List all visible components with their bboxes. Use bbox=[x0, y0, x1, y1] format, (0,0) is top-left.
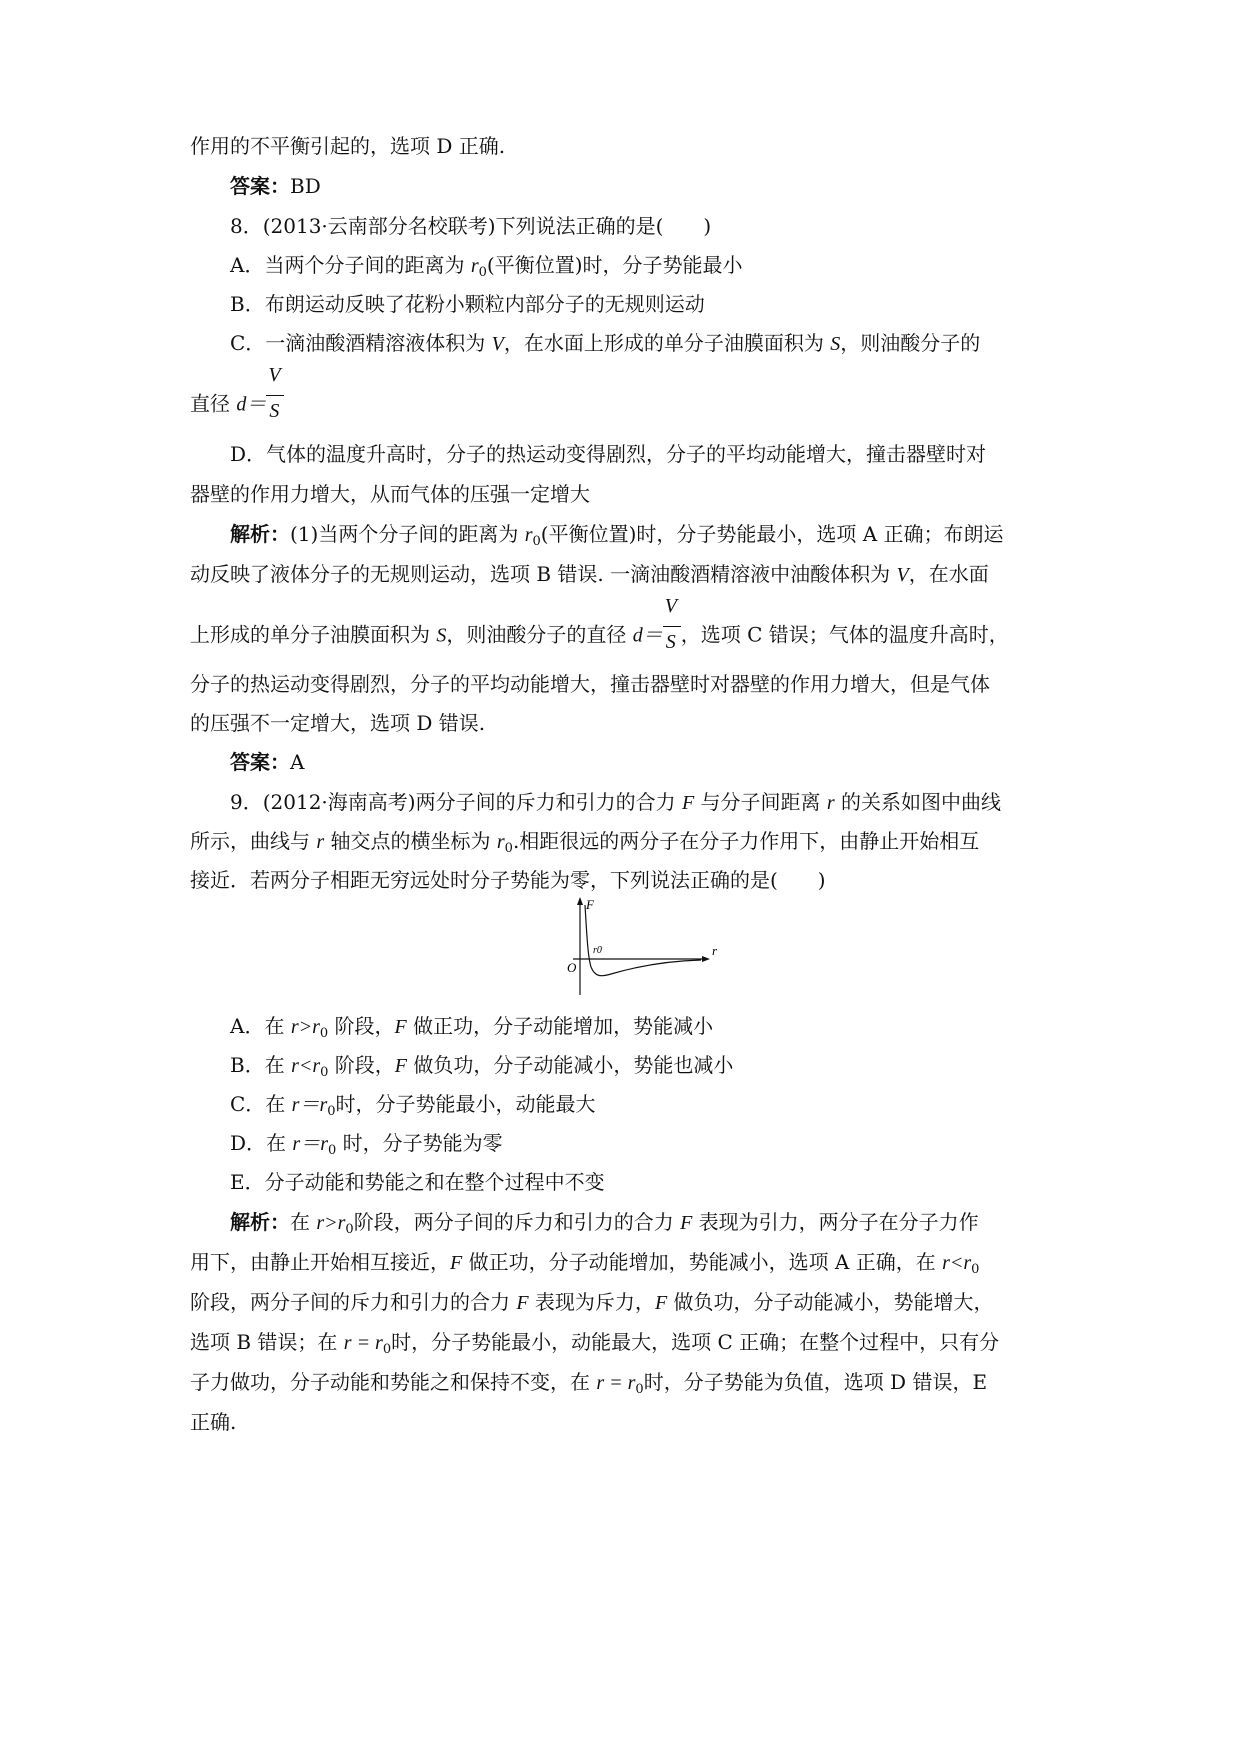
fraction-v-over-s bbox=[663, 595, 681, 658]
text: (1)当两个分子间的距离为 bbox=[290, 522, 525, 546]
q9-option-b bbox=[230, 1051, 733, 1080]
var-r: r bbox=[496, 831, 505, 853]
text: 阶段，两分子间的斥力和引力的合力 bbox=[190, 1290, 517, 1314]
var-f: F bbox=[394, 1016, 407, 1038]
q9-stem-line2 bbox=[190, 827, 979, 856]
q8-analysis-line4: 分子的热运动变得剧烈，分子的平均动能增大，撞击器壁时对器壁的作用力增大，但是气体 bbox=[190, 672, 990, 696]
text: 时，分子势能为负值，选项 D 错误，E bbox=[643, 1370, 988, 1394]
q8-analysis-line2 bbox=[190, 560, 989, 589]
sub-0: 0 bbox=[635, 1382, 644, 1397]
prev-answer bbox=[230, 172, 321, 200]
sub-0: 0 bbox=[345, 1222, 354, 1237]
q8-analysis-line5: 的压强不一定增大，选项 D 错误. bbox=[190, 711, 486, 735]
text: 直径 bbox=[190, 391, 237, 416]
q8-option-b: B．布朗运动反映了花粉小颗粒内部分子的无规则运动 bbox=[230, 292, 705, 316]
var-r: r bbox=[524, 524, 533, 546]
var-f: F bbox=[394, 1055, 407, 1077]
q9-option-d bbox=[230, 1129, 503, 1158]
var-r-eq-r0: r = r bbox=[343, 1332, 383, 1354]
sub-0: 0 bbox=[504, 841, 513, 856]
text: A．在 bbox=[230, 1014, 291, 1038]
text: C．一滴油酸酒精溶液体积为 bbox=[230, 331, 492, 355]
text: 阶段，两分子间的斥力和引力的合力 bbox=[353, 1210, 681, 1234]
text: D．在 bbox=[230, 1131, 293, 1155]
q8-analysis-line1 bbox=[230, 520, 1004, 549]
text: 与分子间距离 bbox=[694, 790, 827, 814]
text: .相距很远的两分子在分子力作用下，由静止开始相互 bbox=[512, 829, 980, 853]
text: 表现为引力，两分子在分子力作 bbox=[692, 1210, 979, 1234]
text: 9．(2012·海南高考)两分子间的斥力和引力的合力 bbox=[230, 790, 682, 814]
q9-option-e: E．分子动能和势能之和在整个过程中不变 bbox=[230, 1170, 605, 1194]
force-curve bbox=[585, 905, 701, 976]
text: 做正功，分子动能增加，势能减小，选项 A 正确，在 bbox=[462, 1250, 943, 1274]
text: 阶段， bbox=[328, 1053, 395, 1077]
text: ，则油酸分子的直径 bbox=[446, 622, 633, 647]
text: 时，分子势能最小，动能最大 bbox=[335, 1092, 596, 1116]
var-s: S bbox=[436, 624, 447, 647]
var-f: F bbox=[450, 1252, 463, 1274]
sub-0: 0 bbox=[382, 1342, 392, 1357]
fraction-bar bbox=[663, 626, 681, 627]
answer-value: A bbox=[290, 750, 305, 774]
var-r-gt-r0: r>r bbox=[290, 1016, 320, 1038]
text: 表现为斥力， bbox=[528, 1290, 655, 1314]
text: 动反映了液体分子的无规则运动，选项 B 错误. 一滴油酸酒精溶液中油酸体积为 bbox=[190, 562, 897, 586]
var-r: r bbox=[470, 255, 479, 277]
var-r-eq-r0: r＝r bbox=[292, 1133, 328, 1155]
sub-0: 0 bbox=[319, 1026, 329, 1041]
fraction-v-over-s bbox=[266, 364, 284, 427]
y-axis-arrow bbox=[577, 897, 583, 905]
q8-option-c-line2 bbox=[190, 364, 284, 427]
text: 时，分子势能为零 bbox=[336, 1131, 503, 1155]
text: (平衡位置)时，分子势能最小 bbox=[486, 253, 743, 277]
analysis-label: 解析： bbox=[230, 1210, 290, 1234]
text: 用下，由静止开始相互接近， bbox=[190, 1250, 450, 1274]
text: (平衡位置)时，分子势能最小，选项 A 正确；布朗运 bbox=[540, 522, 1004, 546]
formula-d: d＝ bbox=[632, 624, 663, 647]
x-axis-arrow bbox=[702, 956, 710, 962]
answer-label: 答案： bbox=[230, 174, 290, 198]
q9-analysis-line3 bbox=[190, 1288, 994, 1317]
sub-0: 0 bbox=[478, 265, 487, 280]
text: 时，分子势能最小，动能最大，选项 C 正确；在整个过程中，只有分 bbox=[391, 1330, 1000, 1354]
force-distance-figure bbox=[555, 895, 725, 1005]
denominator: S bbox=[665, 631, 676, 653]
text: B．在 bbox=[230, 1053, 292, 1077]
text: C．在 bbox=[230, 1092, 292, 1116]
sub-0: 0 bbox=[971, 1262, 980, 1277]
q8-option-c-line1 bbox=[230, 329, 980, 358]
var-f: F bbox=[654, 1292, 668, 1314]
q9-analysis-line6: 正确. bbox=[190, 1410, 237, 1434]
q9-stem-line1 bbox=[230, 788, 1001, 817]
q9-analysis-line5 bbox=[190, 1368, 987, 1397]
text: 的关系如图中曲线 bbox=[834, 790, 1002, 814]
text: 子力做功，分子动能和势能之和保持不变，在 bbox=[190, 1370, 597, 1394]
q8-option-d-line2: 器壁的作用力增大，从而气体的压强一定增大 bbox=[190, 482, 590, 506]
text: 做正功，分子动能增加，势能减小 bbox=[406, 1014, 714, 1038]
text: 做负功，分子动能减小，势能也减小 bbox=[406, 1053, 734, 1077]
var-f: F bbox=[681, 792, 695, 814]
analysis-label: 解析： bbox=[230, 522, 290, 546]
sub-0: 0 bbox=[327, 1104, 336, 1119]
sub-0: 0 bbox=[320, 1065, 329, 1080]
var-f: F bbox=[516, 1292, 529, 1314]
var-v: V bbox=[896, 564, 909, 586]
origin-label: O bbox=[567, 960, 577, 975]
text: 轴交点的横坐标为 bbox=[324, 829, 497, 853]
text: 做负功，分子动能减小，势能增大， bbox=[667, 1290, 994, 1314]
text: ，在水面上形成的单分子油膜面积为 bbox=[503, 331, 831, 355]
q8-option-a bbox=[230, 251, 743, 280]
var-r-lt-r0: r<r bbox=[942, 1252, 972, 1274]
var-r: r bbox=[826, 792, 835, 814]
numerator: V bbox=[268, 364, 281, 386]
prev-question-tail: 作用的不平衡引起的，选项 D 正确. bbox=[190, 134, 506, 158]
q9-option-a bbox=[230, 1012, 713, 1041]
sub-0: 0 bbox=[532, 534, 541, 549]
text: 在 bbox=[290, 1210, 317, 1234]
var-r-gt-r0: r>r bbox=[316, 1212, 346, 1234]
q9-option-c bbox=[230, 1090, 596, 1119]
fraction-bar bbox=[266, 395, 284, 396]
q9-stem-line3: 接近．若两分子相距无穷远处时分子势能为零，下列说法正确的是( ) bbox=[190, 868, 826, 892]
var-r-lt-r0: r<r bbox=[291, 1055, 321, 1077]
answer-value: BD bbox=[290, 174, 321, 198]
q9-analysis-line2 bbox=[190, 1248, 979, 1277]
text: ，选项 C 错误；气体的温度升高时， bbox=[680, 622, 1009, 647]
q9-analysis-line1 bbox=[230, 1208, 979, 1237]
var-f: F bbox=[680, 1212, 693, 1234]
text: 上形成的单分子油膜面积为 bbox=[190, 622, 437, 647]
text: 阶段， bbox=[328, 1014, 395, 1038]
text: ，则油酸分子的 bbox=[840, 331, 981, 355]
axis-label-f: F bbox=[586, 897, 594, 912]
var-s: S bbox=[830, 333, 841, 355]
axis-label-r: r bbox=[712, 943, 718, 958]
var-r-eq-r0: r = r bbox=[596, 1372, 636, 1394]
var-r-eq-r0: r＝r bbox=[291, 1094, 328, 1116]
r0-label: r0 bbox=[593, 945, 602, 956]
var-r: r bbox=[316, 831, 325, 853]
text: 选项 B 错误；在 bbox=[190, 1330, 344, 1354]
text: A．当两个分子间的距离为 bbox=[230, 253, 471, 277]
denominator: S bbox=[269, 400, 280, 422]
q8-option-d-line1: D．气体的温度升高时，分子的热运动变得剧烈，分子的平均动能增大，撞击器壁时对 bbox=[230, 442, 987, 466]
q8-answer bbox=[230, 748, 304, 776]
sub-0: 0 bbox=[327, 1143, 337, 1158]
formula-d: d＝ bbox=[236, 393, 267, 416]
numerator: V bbox=[664, 595, 677, 617]
q8-stem: 8．(2013·云南部分名校联考)下列说法正确的是( ) bbox=[230, 214, 712, 238]
var-v: V bbox=[491, 333, 504, 355]
text: 所示，曲线与 bbox=[190, 829, 317, 853]
answer-label: 答案： bbox=[230, 750, 290, 774]
text: ，在水面 bbox=[908, 562, 989, 586]
q9-analysis-line4 bbox=[190, 1328, 999, 1357]
q8-analysis-line3 bbox=[190, 595, 1009, 658]
